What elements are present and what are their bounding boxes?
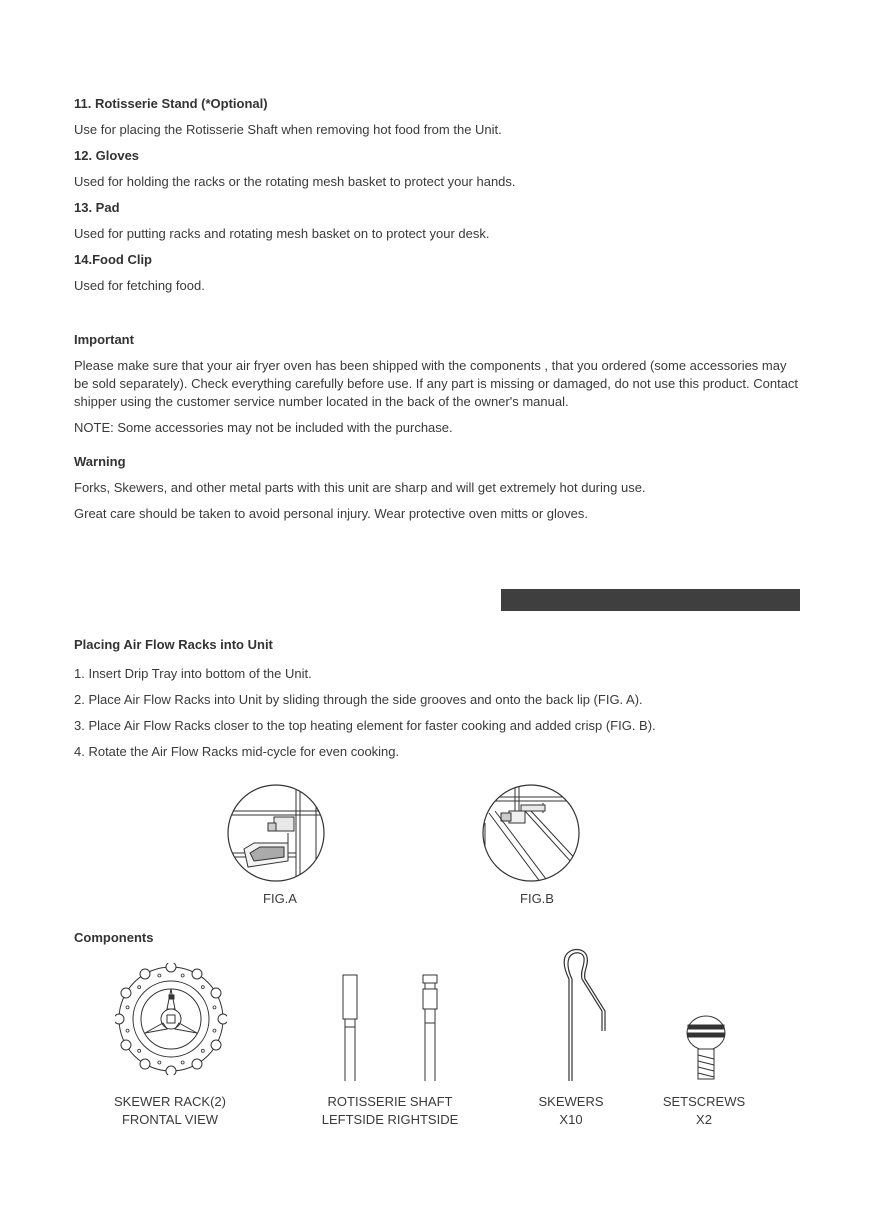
component-skewers-label [521,1093,621,1129]
component-rotisserie-shaft-line2: LEFTSIDE RIGHTSIDE [321,1112,459,1127]
rack-hole [213,1006,216,1009]
rack-notch [211,988,221,998]
component-setscrews-label [644,1093,764,1129]
rack-hole [126,1006,129,1009]
warning-title: Warning [74,454,126,469]
fig-a-caption: FIG.A [263,891,297,906]
rack-hole [201,1049,204,1052]
section-header-bar [501,589,800,611]
accessory-12-title: 12. Gloves [74,148,140,163]
fig-b-illustration [481,783,581,883]
rotisserie-shaft-right-illustration [415,973,445,1081]
accessory-11-title: 11. Rotisserie Stand (*Optional) [74,96,268,111]
accessory-14-title: 14.Food Clip [74,252,152,267]
rack-hole [213,1029,216,1032]
fig-b-caption: FIG.B [520,891,554,906]
accessory-14-desc: Used for fetching food. [74,278,205,293]
rack-notch [140,969,150,979]
component-skewers-line1: SKEWERS [538,1094,604,1109]
rack-notch [211,1040,221,1050]
rack-notch [140,1059,150,1069]
warning-line-2: Great care should be taken to avoid personal injury. Wear protective oven mitts or gloves. [74,506,589,521]
placing-step-1: 1. Insert Drip Tray into bottom of the Unit. [74,666,312,681]
rack-notch [166,963,176,972]
rack-hole [181,1061,184,1064]
component-skewer-rack-line2: FRONTAL VIEW [121,1112,219,1127]
rack-notch [218,1014,227,1024]
important-note: NOTE: Some accessories may not be included with the purchase. [74,420,453,435]
rack-hole [201,986,204,989]
rack-notch [121,1040,131,1050]
rack-hole [158,974,161,977]
placing-step-4: 4. Rotate the Air Flow Racks mid-cycle for even cooking. [74,744,400,759]
rack-notch [192,969,202,979]
component-setscrews-line2: X2 [696,1112,712,1127]
rack-notch [121,988,131,998]
accessory-13-title: 13. Pad [74,200,120,215]
important-title: Important [74,332,134,347]
components-title: Components [74,930,154,945]
rack-hole [158,1061,161,1064]
rack-hole [138,986,141,989]
fig-a-illustration [226,783,326,883]
placing-step-3: 3. Place Air Flow Racks closer to the top heating element for faster cooking and added crisp (FIG. B). [74,718,656,733]
placing-title: Placing Air Flow Racks into Unit [74,637,273,652]
setscrew-illustration [684,1013,728,1081]
accessory-13-desc: Used for putting racks and rotating mesh basket on to protect your desk. [74,226,490,241]
rack-notch [115,1014,124,1024]
skewer-rack-illustration [115,963,227,1075]
rack-notch [192,1059,202,1069]
rack-notch [166,1066,176,1075]
component-rotisserie-shaft-label [305,1093,475,1129]
component-rotisserie-shaft-line1: ROTISSERIE SHAFT [327,1094,453,1109]
rack-hole [138,1049,141,1052]
rack-hole [181,974,184,977]
rotisserie-shaft-left-illustration [335,973,365,1081]
accessory-12-desc: Used for holding the racks or the rotating mesh basket to protect your hands. [74,174,516,189]
accessory-11-desc: Use for placing the Rotisserie Shaft when removing hot food from the Unit. [74,122,502,137]
placing-step-2: 2. Place Air Flow Racks into Unit by sliding through the side grooves and onto the back lip (FIG. A). [74,692,643,707]
important-body: Please make sure that your air fryer oven has been shipped with the components , that you ordered (some accessories may be sold separately). Check everything carefully before use. If any part is missing or damaged, do not use this product. Contact shipper using the customer service number located in the back of the owner's manual. [74,358,799,409]
component-skewers-line2: X10 [559,1112,583,1127]
component-setscrews-line1: SETSCREWS [662,1094,746,1109]
component-skewer-rack-label [95,1093,245,1129]
warning-line-1: Forks, Skewers, and other metal parts with this unit are sharp and will get extremely hot during use. [74,480,646,495]
skewer-illustration [555,945,615,1081]
component-skewer-rack-line1: SKEWER RACK(2) [114,1094,226,1109]
rack-hole [126,1029,129,1032]
